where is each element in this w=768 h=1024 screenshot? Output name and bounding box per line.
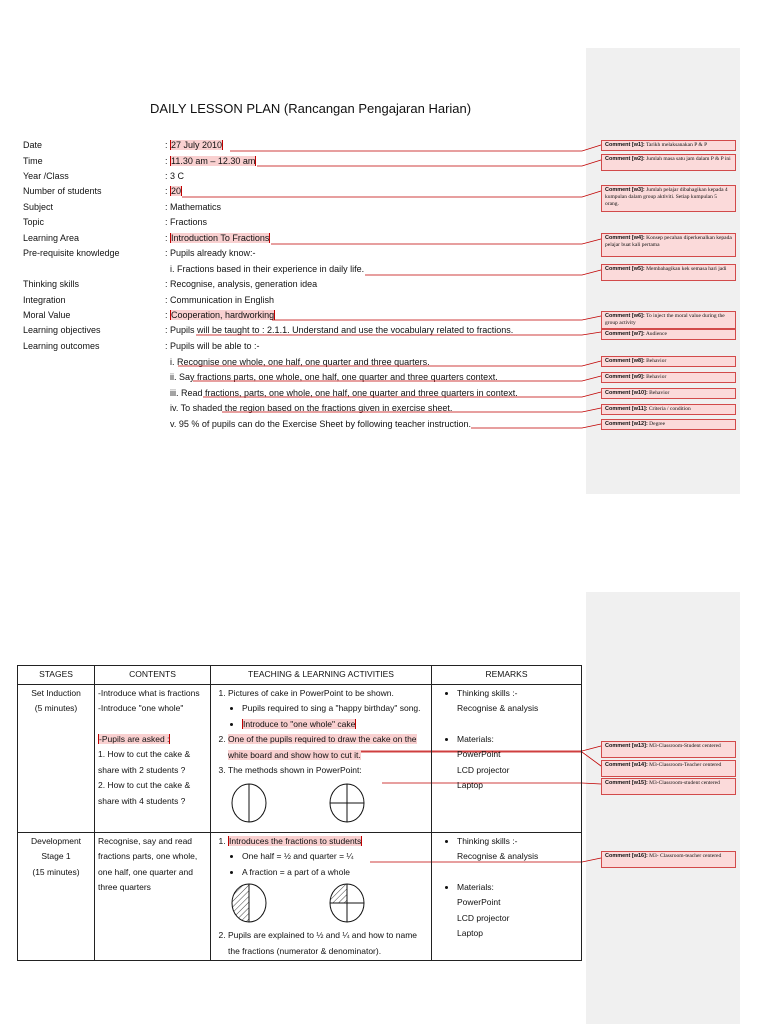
leader-line: [471, 424, 601, 428]
field-label: Thinking skills: [23, 279, 80, 289]
question-1: 1. How to cut the cake & share with 2 students ?: [98, 749, 191, 775]
comment-text: Tarikh melaksanakan P & P: [646, 142, 708, 148]
comment-text: To inject the moral value during the group activity: [605, 313, 725, 326]
leader-line: [272, 316, 601, 320]
comment-tag: Comment [w4]:: [605, 235, 645, 241]
comment-tag: Comment [w1]:: [605, 142, 645, 148]
comment-box[interactable]: [601, 329, 736, 340]
comment-tag: Comment [w7]:: [605, 331, 645, 337]
field-label: Year /Class: [23, 171, 69, 181]
leader-line: [230, 145, 601, 151]
comment-tag: Comment [w15]:: [605, 780, 648, 786]
question-2: 2. How to cut the cake & share with 4 students ?: [98, 780, 191, 806]
tracked-change-highlight: 27 July 2010: [171, 140, 223, 150]
page-title: DAILY LESSON PLAN (Rancangan Pengajaran Harian): [150, 101, 472, 116]
comment-box[interactable]: [601, 185, 736, 212]
activity-item: 2. Pupils are explained to ½ and ¼ and how to name the fractions (numerator & denominator).: [228, 928, 428, 959]
activity-item: 2. One of the pupils required to draw the cake on the white board and show how to cut it.: [228, 732, 428, 763]
comment-text: Criteria / condition: [648, 406, 691, 412]
remark-item: • Materials: PowerPoint LCD projector Laptop: [457, 732, 578, 794]
comment-box[interactable]: [601, 388, 736, 399]
header-remarks: REMARKS: [432, 666, 582, 685]
field-value: : Communication in English: [165, 295, 275, 305]
activity-item: 1. Introduces the fractions to students • One half = ½ and quarter = ¼ • A fraction = a part of a whole: [228, 834, 428, 881]
content-line: -Introduce what is fractions: [98, 687, 200, 698]
field-label: Date: [23, 140, 43, 150]
field-value: : Pupils will be able to :-: [165, 341, 260, 351]
remarks-cell: [432, 832, 582, 961]
field-value: : Cooperation, hardworking: [165, 310, 275, 320]
comment-text: Membahagikan kek semasa hari jadi: [646, 266, 727, 272]
comment-tag: Comment [w11]:: [605, 406, 648, 412]
field-label: Number of students: [23, 186, 102, 196]
comment-box[interactable]: [601, 311, 736, 329]
field-label: Learning objectives: [23, 325, 101, 335]
contents-cell: [95, 832, 211, 961]
comment-text: M3-Classroom-Student centered: [649, 743, 721, 749]
table-row: [18, 832, 582, 961]
stage-duration: (15 minutes): [32, 866, 80, 877]
table-row: [18, 684, 582, 832]
comment-text: Jumlah pelajar dibahagikan kepada 4 kumpulan dalam group aktiviti. Setiap kumpulan 5 orang.: [605, 187, 728, 207]
comment-tag: Comment [w14]:: [605, 762, 648, 768]
activities-cell: [211, 832, 432, 961]
field-value: : Recognise, analysis, generation idea: [165, 279, 318, 289]
field-value: : 27 July 2010: [165, 140, 223, 150]
outcome-item: ii. Say fractions parts, one whole, one half, one quarter and three quarters context.: [170, 372, 498, 382]
comment-tag: Comment [w9]:: [605, 374, 645, 380]
header-activities: TEACHING & LEARNING ACTIVITIES: [211, 666, 432, 685]
field-value: : 11.30 am – 12.30 am: [165, 156, 256, 166]
comment-box[interactable]: [601, 356, 736, 367]
comment-text: Behavior: [646, 374, 667, 380]
comment-text: M3-Classroom-Teacher centered: [649, 762, 722, 768]
field-label: Learning outcomes: [23, 341, 100, 351]
cake-diagrams: [214, 779, 428, 827]
comment-tag: Comment [w8]:: [605, 358, 645, 364]
comment-text: Degree: [649, 421, 666, 427]
remarks-cell: [432, 684, 582, 832]
comment-tag: Comment [w5]:: [605, 266, 645, 272]
field-value: : Pupils will be taught to : 2.1.1. Understand and use the vocabulary related to fractions.: [165, 325, 514, 335]
comment-box[interactable]: [601, 264, 736, 281]
tracked-change-highlight: Introduction To Fractions: [171, 233, 270, 243]
prereq-text: i. Fractions based in their experience in daily life.: [170, 264, 365, 274]
content-line: Recognise, say and read fractions parts, one whole, one half, one quarter and three quarters: [98, 835, 198, 892]
activity-sub-item: • Introduce to "one whole" cake: [242, 717, 428, 733]
field-label: Integration: [23, 295, 66, 305]
header-stages: STAGES: [18, 666, 95, 685]
activity-item: 3. The methods shown in PowerPoint:: [228, 763, 428, 779]
comment-text: Behavior: [646, 358, 667, 364]
comment-tag: Comment [w16]:: [605, 853, 648, 859]
activities-cell: [211, 684, 432, 832]
comment-box[interactable]: [601, 419, 736, 430]
outcome-item: iii. Read fractions, parts, one whole, one half, one quarter and three quarters in context.: [170, 388, 518, 398]
prereq-item: [170, 262, 364, 276]
header-contents: CONTENTS: [95, 666, 211, 685]
comment-box[interactable]: [601, 741, 736, 758]
activity-sub-item: • One half = ½ and quarter = ¼: [242, 849, 428, 865]
field-label: Learning Area: [23, 233, 80, 243]
tracked-change-highlight: 11.30 am – 12.30 am: [171, 156, 256, 166]
stage-cell: [18, 684, 95, 832]
field-value: : Pupils already know:-: [165, 248, 256, 258]
stage-number: Stage 1: [41, 851, 71, 861]
leader-line: [182, 191, 601, 197]
leader-line: [257, 160, 601, 166]
comment-tag: Comment [w10]:: [605, 390, 648, 396]
field-value: : 20: [165, 186, 182, 196]
comment-tag: Comment [w12]:: [605, 421, 648, 427]
field-value: : Mathematics: [165, 202, 222, 212]
stage-cell: [18, 832, 95, 961]
field-label: Moral Value: [23, 310, 71, 320]
comment-box[interactable]: [601, 760, 736, 777]
comment-tag: Comment [w6]:: [605, 313, 645, 319]
leader-line: [271, 239, 601, 244]
shaded-fractions-figure: [214, 880, 424, 926]
comment-box[interactable]: [601, 404, 736, 415]
comment-tag: Comment [w2]:: [605, 156, 645, 162]
tracked-change-highlight: 20: [171, 186, 182, 196]
outcome-item: i. Recognise one whole, one half, one quarter and three quarters.: [170, 357, 430, 367]
comment-box[interactable]: [601, 233, 736, 257]
remark-item: • Thinking skills :- Recognise & analysis: [457, 686, 578, 717]
field-label: Time: [23, 156, 43, 166]
field-label: Topic: [23, 217, 45, 227]
comment-tag: Comment [w3]:: [605, 187, 645, 193]
contents-cell: [95, 684, 211, 832]
remark-item: • Materials: PowerPoint LCD projector Laptop: [457, 880, 578, 942]
activity-sub-item: • A fraction = a part of a whole: [242, 865, 428, 881]
comment-text: Jumlah masa satu jam dalam P & P ini: [646, 156, 731, 162]
table-header-row: [18, 666, 582, 685]
asked-line: -Pupils are asked :: [99, 733, 170, 744]
comment-tag: Comment [w13]:: [605, 743, 648, 749]
cake-halves-quarters-figure: [214, 779, 424, 827]
shaded-fraction-diagrams: [214, 880, 428, 928]
comment-box[interactable]: [601, 851, 736, 868]
comment-box[interactable]: [601, 154, 736, 171]
field-value: : Fractions: [165, 217, 208, 227]
field-value: : 3 C: [165, 171, 185, 181]
lesson-activity-table: [17, 665, 582, 961]
comment-text: Audience: [645, 331, 667, 337]
stage-name: Set Induction: [31, 687, 81, 698]
comment-box[interactable]: [601, 140, 736, 151]
remark-item: • Thinking skills :- Recognise & analysis: [457, 834, 578, 865]
activity-sub-item: • Pupils required to sing a "happy birthday" song.: [242, 701, 428, 717]
stage-name: Development: [30, 835, 82, 846]
comment-text: Konsep pecahan diperkenalkan kepada pelajar buat kali pertama: [605, 235, 732, 248]
tracked-change-highlight: Cooperation, hardworking: [171, 310, 275, 320]
leader-line: [365, 270, 601, 275]
field-label: Pre-requisite knowledge: [23, 248, 120, 258]
activity-item: 1. Pictures of cake in PowerPoint to be shown. • Pupils required to sing a "happy birthday" song. • Introduce to "one whole" cake: [228, 686, 428, 733]
outcome-item: iv. To shaded the region based on the fractions given in exercise sheet.: [170, 403, 453, 413]
comment-box[interactable]: [601, 372, 736, 383]
comment-text: M3- Classroom-teacher centered: [649, 853, 722, 859]
field-label: Subject: [23, 202, 54, 212]
comment-text: Behavior: [649, 390, 670, 396]
comment-margin-panel-2: [586, 592, 740, 1024]
stage-duration: (5 minutes): [34, 703, 78, 713]
comment-box[interactable]: [601, 778, 736, 795]
content-line: -Introduce "one whole": [98, 703, 184, 713]
field-value: : Introduction To Fractions: [165, 233, 270, 243]
comment-text: M3-Classroom-student centered: [649, 780, 720, 786]
outcome-item: v. 95 % of pupils can do the Exercise Sheet by following teacher instruction.: [170, 419, 471, 429]
